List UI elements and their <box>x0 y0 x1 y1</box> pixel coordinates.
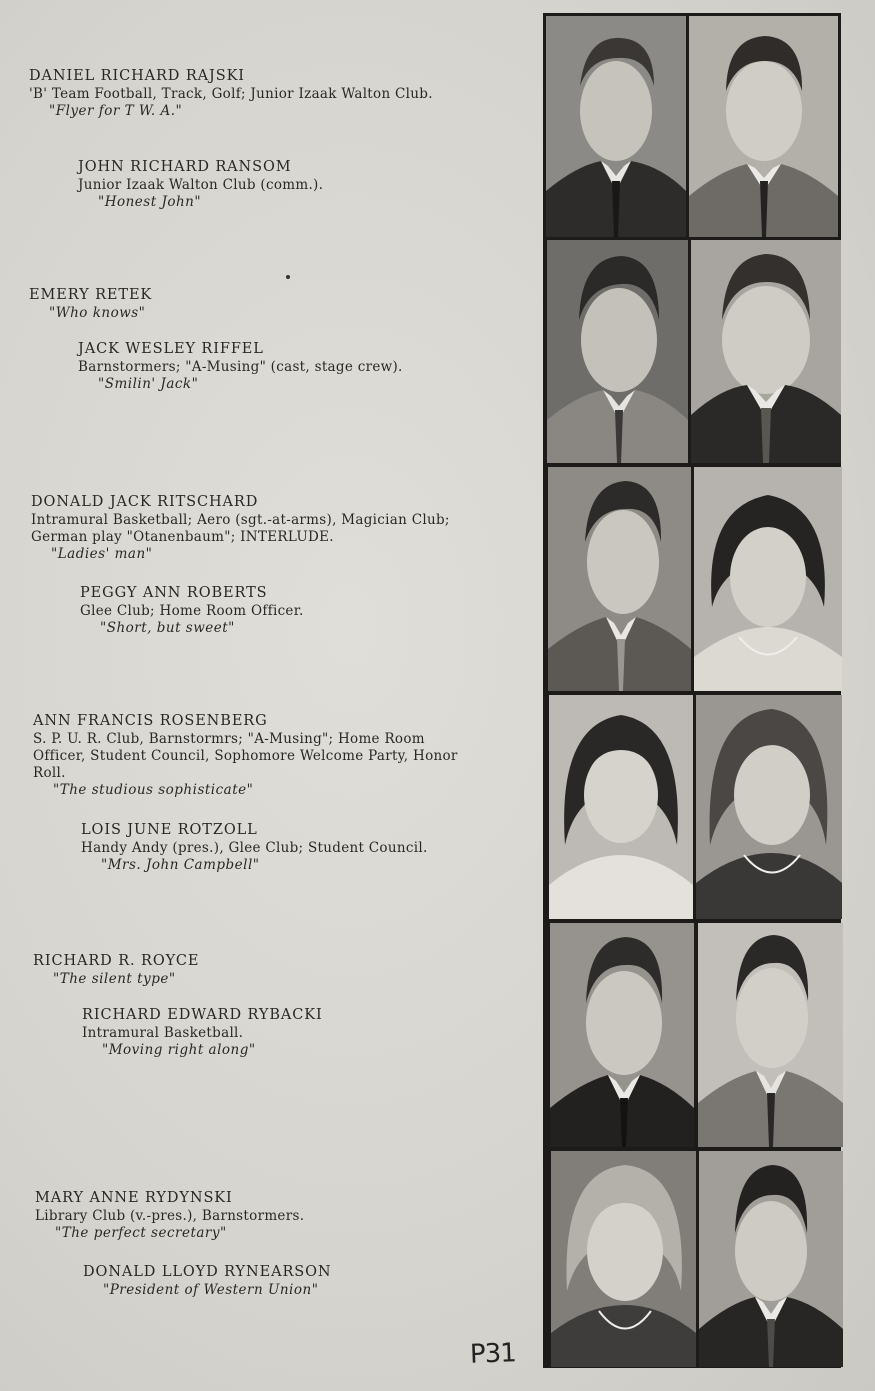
student-quote: "Mrs. John Campbell" <box>101 857 260 873</box>
student-activities: Intramural Basketball. <box>82 1025 244 1041</box>
student-quote: "Flyer for T W. A." <box>49 103 183 119</box>
student-name: JOHN RICHARD RANSOM <box>78 159 292 175</box>
student-activities: Junior Izaak Walton Club (comm.). <box>78 177 324 193</box>
student-quote: "The perfect secretary" <box>55 1225 227 1241</box>
student-entry <box>82 1006 502 1059</box>
student-name: DANIEL RICHARD RAJSKI <box>29 68 245 84</box>
student-quote: "The studious sophisticate" <box>53 782 254 798</box>
student-entry <box>29 67 459 120</box>
portrait-photo <box>547 240 688 463</box>
student-quote: "President of Western Union" <box>103 1282 319 1298</box>
student-name: RICHARD EDWARD RYBACKI <box>82 1007 323 1023</box>
student-name: RICHARD R. ROYCE <box>33 953 200 969</box>
student-name: PEGGY ANN ROBERTS <box>80 585 268 601</box>
portrait-photo <box>550 923 694 1147</box>
student-quote: "Short, but sweet" <box>100 620 235 636</box>
student-name: EMERY RETEK <box>29 287 153 303</box>
student-quote: "Smilin' Jack" <box>98 376 199 392</box>
student-entry <box>29 286 459 322</box>
student-quote: "Who knows" <box>49 305 146 321</box>
student-entry <box>83 1263 503 1299</box>
student-entry <box>78 340 498 393</box>
student-quote: "Moving right along" <box>102 1042 256 1058</box>
student-quote: "Honest John" <box>98 194 202 210</box>
portrait-photo <box>699 1151 843 1367</box>
portrait-photo <box>546 16 686 237</box>
student-name: JACK WESLEY RIFFEL <box>78 341 264 357</box>
student-activities: Handy Andy (pres.), Glee Club; Student Council. <box>81 840 428 856</box>
student-activities: Intramural Basketball; Aero (sgt.-at-arms), Magician Club; German play "Otanenbaum"; INTERLUDE. <box>31 512 450 545</box>
student-quote: "The silent type" <box>53 971 176 987</box>
student-activities: Library Club (v.-pres.), Barnstormers. <box>35 1208 305 1224</box>
student-activities: S. P. U. R. Club, Barnstormrs; "A-Musing"; Home Room Officer, Student Council, Sophomore Welcome Party, Honor Roll. <box>33 731 458 781</box>
student-name: ANN FRANCIS ROSENBERG <box>33 713 268 729</box>
portrait-photo <box>549 695 693 919</box>
student-quote: "Ladies' man" <box>51 546 153 562</box>
page-number: P31 <box>469 1338 517 1370</box>
student-activities: 'B' Team Football, Track, Golf; Junior Izaak Walton Club. <box>29 86 433 102</box>
student-entry <box>35 1189 465 1242</box>
portrait-photo <box>689 16 838 237</box>
student-activities: Barnstormers; "A-Musing" (cast, stage crew). <box>78 359 403 375</box>
student-activities: Glee Club; Home Room Officer. <box>80 603 304 619</box>
portrait-photo <box>551 1151 696 1367</box>
student-entry <box>78 158 478 211</box>
portrait-photo <box>698 923 843 1147</box>
student-entry <box>33 952 463 988</box>
student-entry <box>31 493 466 563</box>
print-speck <box>286 275 290 279</box>
portrait-photo <box>694 467 842 691</box>
student-entry <box>80 584 480 637</box>
student-entry <box>81 821 511 874</box>
student-name: DONALD JACK RITSCHARD <box>31 494 259 510</box>
student-name: DONALD LLOYD RYNEARSON <box>83 1264 332 1280</box>
portrait-photo <box>696 695 842 919</box>
student-entry <box>33 712 468 799</box>
student-name: MARY ANNE RYDYNSKI <box>35 1190 233 1206</box>
portrait-photo <box>691 240 841 463</box>
student-name: LOIS JUNE ROTZOLL <box>81 822 258 838</box>
portrait-photo <box>548 467 691 691</box>
